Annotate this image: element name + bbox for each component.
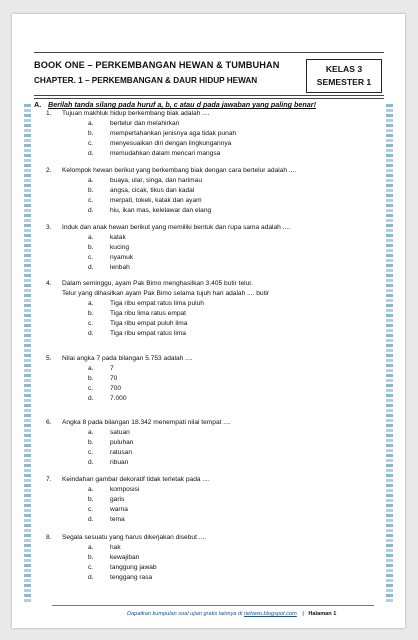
option-letter: a. — [88, 234, 94, 241]
question-text: Nilai angka 7 pada bilangan 5.753 adalah .... — [62, 355, 193, 362]
option-text: bertelur dan melahirkan — [110, 120, 180, 127]
option-letter: b. — [88, 244, 94, 251]
option-text: menyesuaikan diri dengan lingkungannya — [110, 140, 232, 147]
option-letter: b. — [88, 439, 94, 446]
book-title: BOOK ONE – PERKEMBANGAN HEWAN & TUMBUHAN — [34, 60, 280, 70]
option-letter: a. — [88, 429, 94, 436]
option-letter: c. — [88, 320, 94, 327]
question-text: Induk dan anak hewan berikut yang memiliki bentuk dan rupa sama adalah .... — [62, 224, 290, 231]
footer-rule — [52, 605, 374, 606]
question-number: 6. — [46, 419, 52, 426]
question-text: Kelompok hewan berikut yang berkembang biak dengan cara bertelur adalah .... — [62, 167, 297, 174]
option-text: 700 — [110, 385, 122, 392]
section-letter: A. — [34, 100, 42, 109]
option-text: 7.000 — [110, 395, 127, 402]
option-text: lenbah — [110, 264, 130, 271]
footer-promo-text: Dapatkan kumpulan soal ujian gratis lainnya di — [127, 611, 243, 617]
option-text: ratusan — [110, 449, 132, 456]
option-letter: b. — [88, 375, 94, 382]
section-instruction-text: Berilah tanda silang pada huruf a, b, c atau d pada jawaban yang paling benar! — [48, 100, 316, 109]
option-text: merpati, tokek, katak dan ayam — [110, 197, 202, 204]
option-letter: c. — [88, 506, 94, 513]
option-text: nyamuk — [110, 254, 134, 261]
option-text: angsa, cicak, tikus dan kadal — [110, 187, 195, 194]
class-semester-box — [306, 59, 382, 93]
chapter-title: CHAPTER. 1 – PERKEMBANGAN & DAUR HIDUP HEWAN — [34, 76, 258, 85]
option-text: hak — [110, 544, 121, 551]
question-number: 7. — [46, 476, 52, 483]
option-letter: b. — [88, 130, 94, 137]
option-text: 7 — [110, 365, 114, 372]
option-text: Tiga ribu empat puluh lima — [110, 320, 188, 327]
option-text: katak — [110, 234, 126, 241]
option-letter: c. — [88, 385, 94, 392]
option-text: tema — [110, 516, 125, 523]
right-ornament-border — [386, 104, 393, 604]
option-letter: a. — [88, 177, 94, 184]
option-letter: a. — [88, 120, 94, 127]
option-text: komposisi — [110, 486, 140, 493]
option-letter: d. — [88, 395, 94, 402]
option-letter: d. — [88, 574, 94, 581]
option-letter: d. — [88, 330, 94, 337]
option-text: garis — [110, 496, 125, 503]
option-letter: d. — [88, 459, 94, 466]
document-header — [34, 52, 384, 96]
semester-label: SEMESTER 1 — [316, 77, 372, 87]
option-text: 70 — [110, 375, 118, 382]
question-text: Keindahan gambar dekoratif tidak terletak pada .... — [62, 476, 210, 483]
footer-text — [127, 611, 336, 617]
option-letter: d. — [88, 516, 94, 523]
option-text: satuan — [110, 429, 130, 436]
question-number: 1. — [46, 110, 52, 117]
question-number: 2. — [46, 167, 52, 174]
question-text: Tujuan makhluk hidup berkembang biak adalah .... — [62, 110, 210, 117]
option-letter: a. — [88, 365, 94, 372]
question-number: 3. — [46, 224, 52, 231]
option-letter: d. — [88, 150, 94, 157]
option-text: puluhan — [110, 439, 134, 446]
header-bottom-rule — [34, 95, 384, 99]
option-text: Tiga ribu lima ratus empat — [110, 310, 186, 317]
option-text: warna — [110, 506, 128, 513]
question-text: Angka 8 pada bilangan 18.342 menempati nilai tempat .... — [62, 419, 231, 426]
option-letter: d. — [88, 207, 94, 214]
option-text: tenggang rasa — [110, 574, 153, 581]
option-letter: c. — [88, 449, 94, 456]
page-number: Halaman 1 — [308, 611, 337, 617]
option-letter: a. — [88, 486, 94, 493]
question-text-continued: Telur yang dihasilkan ayam Pak Bimo selama tujuh hari adalah .... butir — [62, 290, 270, 297]
option-letter: c. — [88, 564, 94, 571]
question-number: 5. — [46, 355, 52, 362]
question-text: Segala sesuatu yang harus dikerjakan disebut .... — [62, 534, 207, 541]
header-top-rule — [34, 52, 384, 53]
option-text: tanggung jawab — [110, 564, 157, 571]
option-letter: b. — [88, 310, 94, 317]
option-letter: c. — [88, 254, 94, 261]
left-ornament-border — [24, 104, 31, 604]
option-letter: a. — [88, 300, 94, 307]
option-letter: d. — [88, 264, 94, 271]
option-text: ribuan — [110, 459, 129, 466]
option-text: memudahkan dalam mencari mangsa — [110, 150, 221, 157]
document-page — [12, 14, 405, 628]
option-text: Tiga ribu empat ratus lima puluh — [110, 300, 204, 307]
option-text: mempertahankan jenisnya aga tidak punah — [110, 130, 237, 137]
option-text: Tiga ribu empat ratus lima — [110, 330, 186, 337]
option-letter: c. — [88, 197, 94, 204]
option-letter: b. — [88, 187, 94, 194]
option-text: kucing — [110, 244, 130, 251]
question-number: 8. — [46, 534, 52, 541]
footer-link[interactable]: riefawo.blogspot.com — [243, 611, 297, 617]
question-number: 4. — [46, 280, 52, 287]
option-letter: c. — [88, 140, 94, 147]
question-text: Dalam seminggu, ayam Pak Bimo menghasilkan 3.405 butir telur. — [62, 280, 253, 287]
footer-separator: | — [302, 611, 304, 617]
option-text: buaya, ular, singa, dan harimau — [110, 177, 203, 184]
option-text: hiu, ikan mas, kelelawar dan elang — [110, 207, 212, 214]
option-letter: b. — [88, 554, 94, 561]
option-letter: b. — [88, 496, 94, 503]
class-label: KELAS 3 — [325, 64, 363, 74]
option-letter: a. — [88, 544, 94, 551]
option-text: kewajiban — [110, 554, 140, 561]
